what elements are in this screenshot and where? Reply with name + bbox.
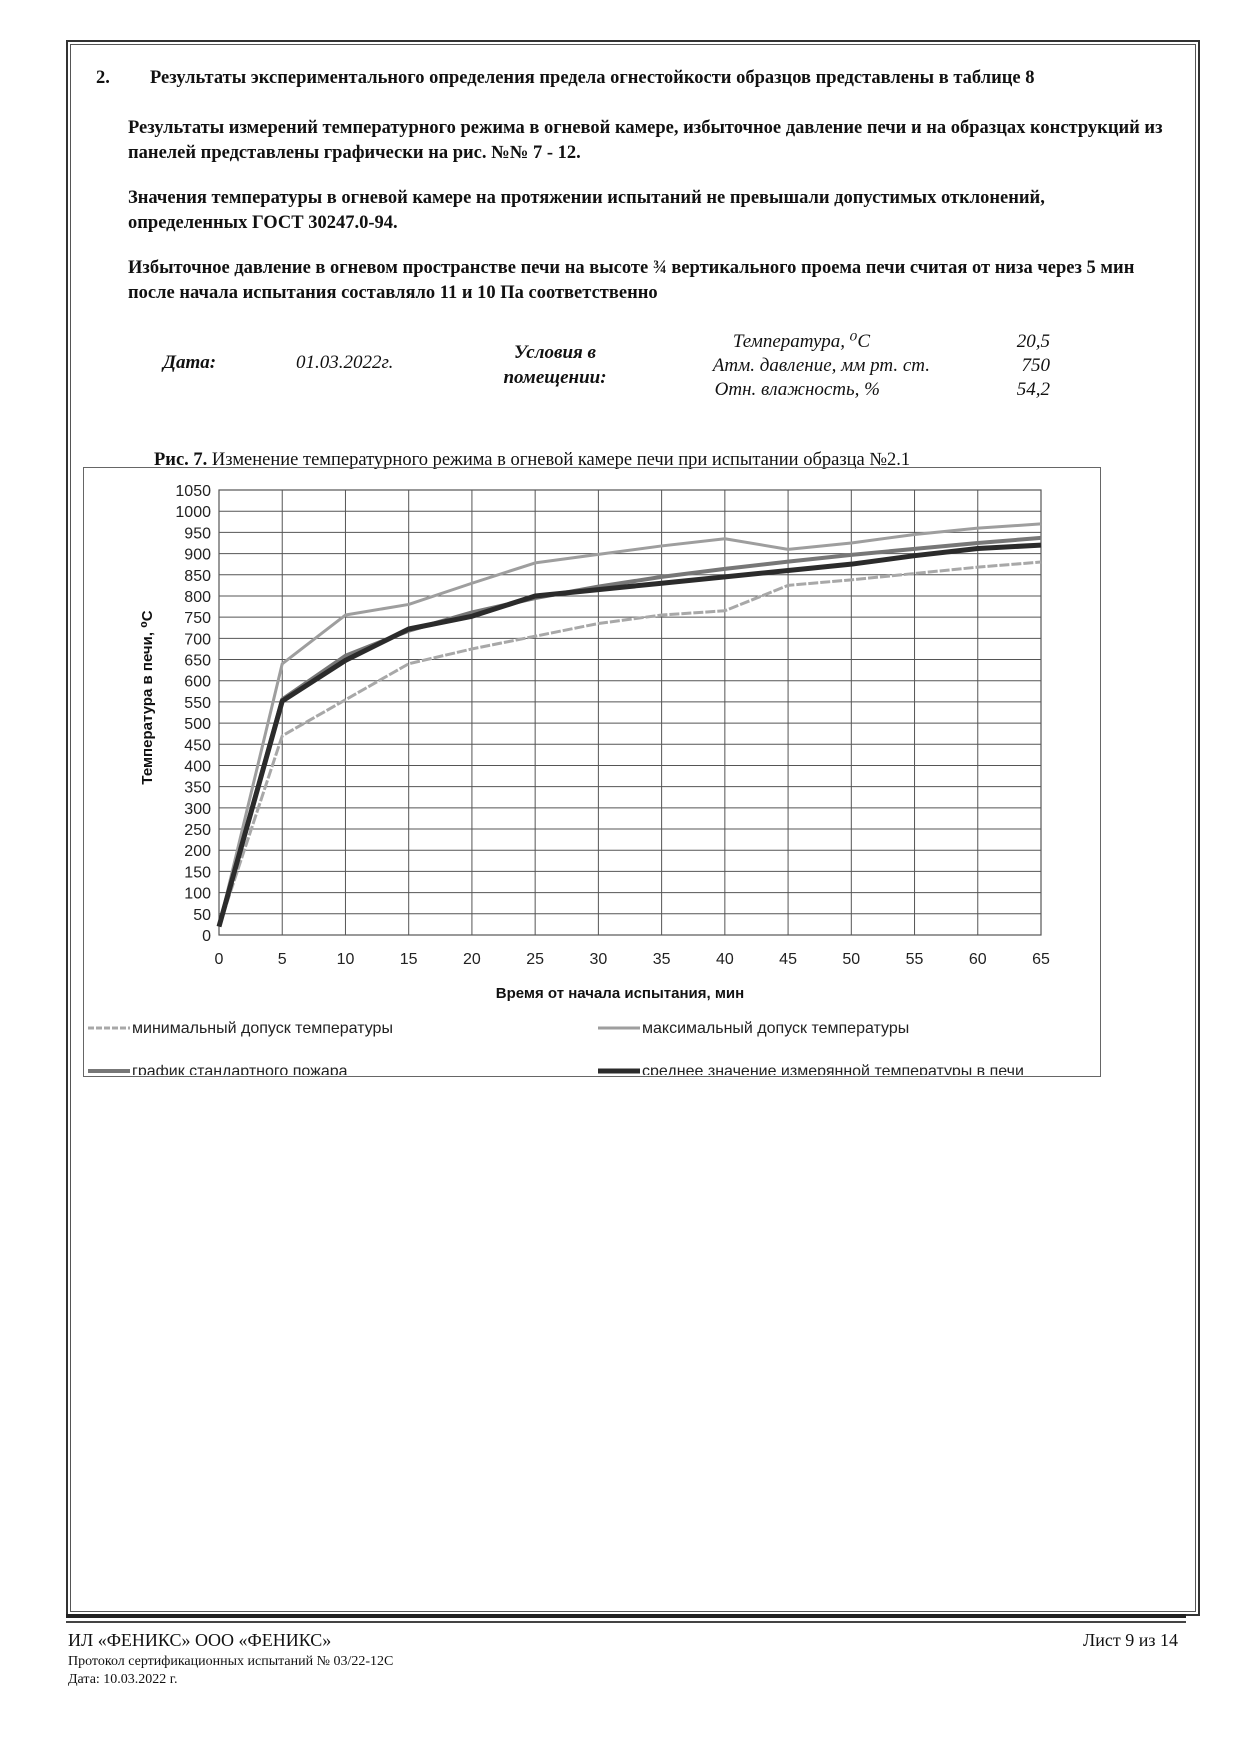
- section-title: Результаты экспериментального определения предела огнестойкости образцов представлены в таблице 8: [150, 68, 1035, 88]
- y-tick-label: 950: [184, 525, 211, 543]
- x-tick-label: 10: [336, 951, 355, 968]
- temperature-label: Температура, ⁰С: [732, 331, 870, 352]
- x-tick-label: 40: [715, 951, 734, 968]
- section-number: 2.: [96, 68, 110, 88]
- x-tick-label: 65: [1032, 951, 1050, 968]
- y-tick-label: 800: [184, 588, 211, 606]
- figure-number: Рис. 7.: [154, 450, 208, 470]
- footer-date: Дата: 10.03.2022 г.: [68, 1672, 178, 1687]
- temperature-value: 20,5: [1016, 331, 1050, 352]
- y-tick-label: 50: [193, 906, 211, 924]
- legend-label-3: график стандартного пожара: [132, 1063, 348, 1075]
- y-tick-label: 1050: [175, 483, 211, 500]
- paragraph-temperature-deviation: Значения температуры в огневой камере на протяжении испытаний не превышали допустимых отклонений, определенных ГОСТ 30247.0-94.: [128, 188, 1045, 233]
- footer-organization: ИЛ «ФЕНИКС» ООО «ФЕНИКС»: [68, 1630, 332, 1650]
- footer-divider: [66, 1614, 1186, 1618]
- y-tick-label: 250: [184, 822, 211, 840]
- y-tick-label: 100: [184, 885, 211, 903]
- legend-label-2: максимальный допуск температуры: [642, 1020, 910, 1037]
- x-tick-label: 15: [399, 951, 418, 968]
- paragraph-overpressure: Избыточное давление в огневом пространстве печи на высоте ¾ вертикального проема печи считая от низа через 5 мин после начала испытания составляло 11 и 10 Па соответственно: [128, 258, 1135, 303]
- y-tick-label: 1000: [175, 504, 211, 522]
- y-tick-label: 600: [184, 673, 211, 691]
- y-tick-label: 500: [184, 716, 211, 734]
- y-tick-label: 200: [184, 843, 211, 861]
- pressure-value: 750: [1021, 355, 1050, 376]
- x-axis-label: Время от начала испытания, мин: [495, 985, 745, 1002]
- y-tick-label: 400: [184, 758, 211, 776]
- footer-protocol: Протокол сертификационных испытаний № 03/22-12С: [68, 1654, 394, 1669]
- footer-divider-thin: [66, 1621, 1186, 1623]
- x-tick-label: 5: [277, 951, 287, 968]
- y-tick-label: 850: [184, 567, 211, 585]
- y-tick-label: 450: [184, 737, 211, 755]
- x-tick-label: 45: [779, 951, 797, 968]
- y-tick-label: 550: [184, 694, 211, 712]
- y-tick-label: 350: [184, 779, 211, 797]
- chart-frame: [83, 467, 1101, 1077]
- legend-label-4: среднее значение измерянной температуры в печи: [642, 1063, 1024, 1075]
- x-tick-label: 60: [968, 951, 987, 968]
- humidity-value: 54,2: [1016, 379, 1050, 400]
- x-tick-label: 25: [526, 951, 545, 968]
- x-tick-label: 50: [842, 951, 861, 968]
- y-tick-label: 300: [184, 800, 211, 818]
- legend-label-1: минимальный допуск температуры: [132, 1020, 393, 1037]
- temperature-chart: [84, 468, 1099, 1075]
- y-axis-label: Температура в печи, ⁰С: [139, 610, 156, 785]
- footer-sheet-number: Лист 9 из 14: [1083, 1630, 1178, 1650]
- room-conditions-label: Условия в помещении:: [503, 342, 607, 388]
- y-tick-label: 700: [184, 631, 211, 649]
- x-tick-label: 30: [589, 951, 608, 968]
- x-tick-label: 55: [905, 951, 924, 968]
- date-label: Дата:: [163, 352, 217, 373]
- x-tick-label: 35: [652, 951, 671, 968]
- x-tick-label: 20: [463, 951, 481, 968]
- y-tick-label: 650: [184, 652, 211, 670]
- y-tick-label: 750: [184, 610, 211, 628]
- y-tick-label: 900: [184, 546, 211, 564]
- x-tick-label: 0: [214, 951, 224, 968]
- y-tick-label: 0: [202, 928, 211, 945]
- paragraph-measurements: Результаты измерений температурного режима в огневой камере, избыточное давление печи и на образцах конструкций из панелей представлены графически на рис. №№ 7 - 12.: [128, 118, 1163, 163]
- pressure-label: Атм. давление, мм рт. ст.: [712, 355, 930, 376]
- y-tick-label: 150: [184, 864, 211, 882]
- figure-caption-text: Изменение температурного режима в огневой камере печи при испытании образца №2.1: [207, 450, 911, 470]
- date-value: 01.03.2022г.: [296, 352, 394, 373]
- humidity-label: Отн. влажность, %: [714, 379, 880, 400]
